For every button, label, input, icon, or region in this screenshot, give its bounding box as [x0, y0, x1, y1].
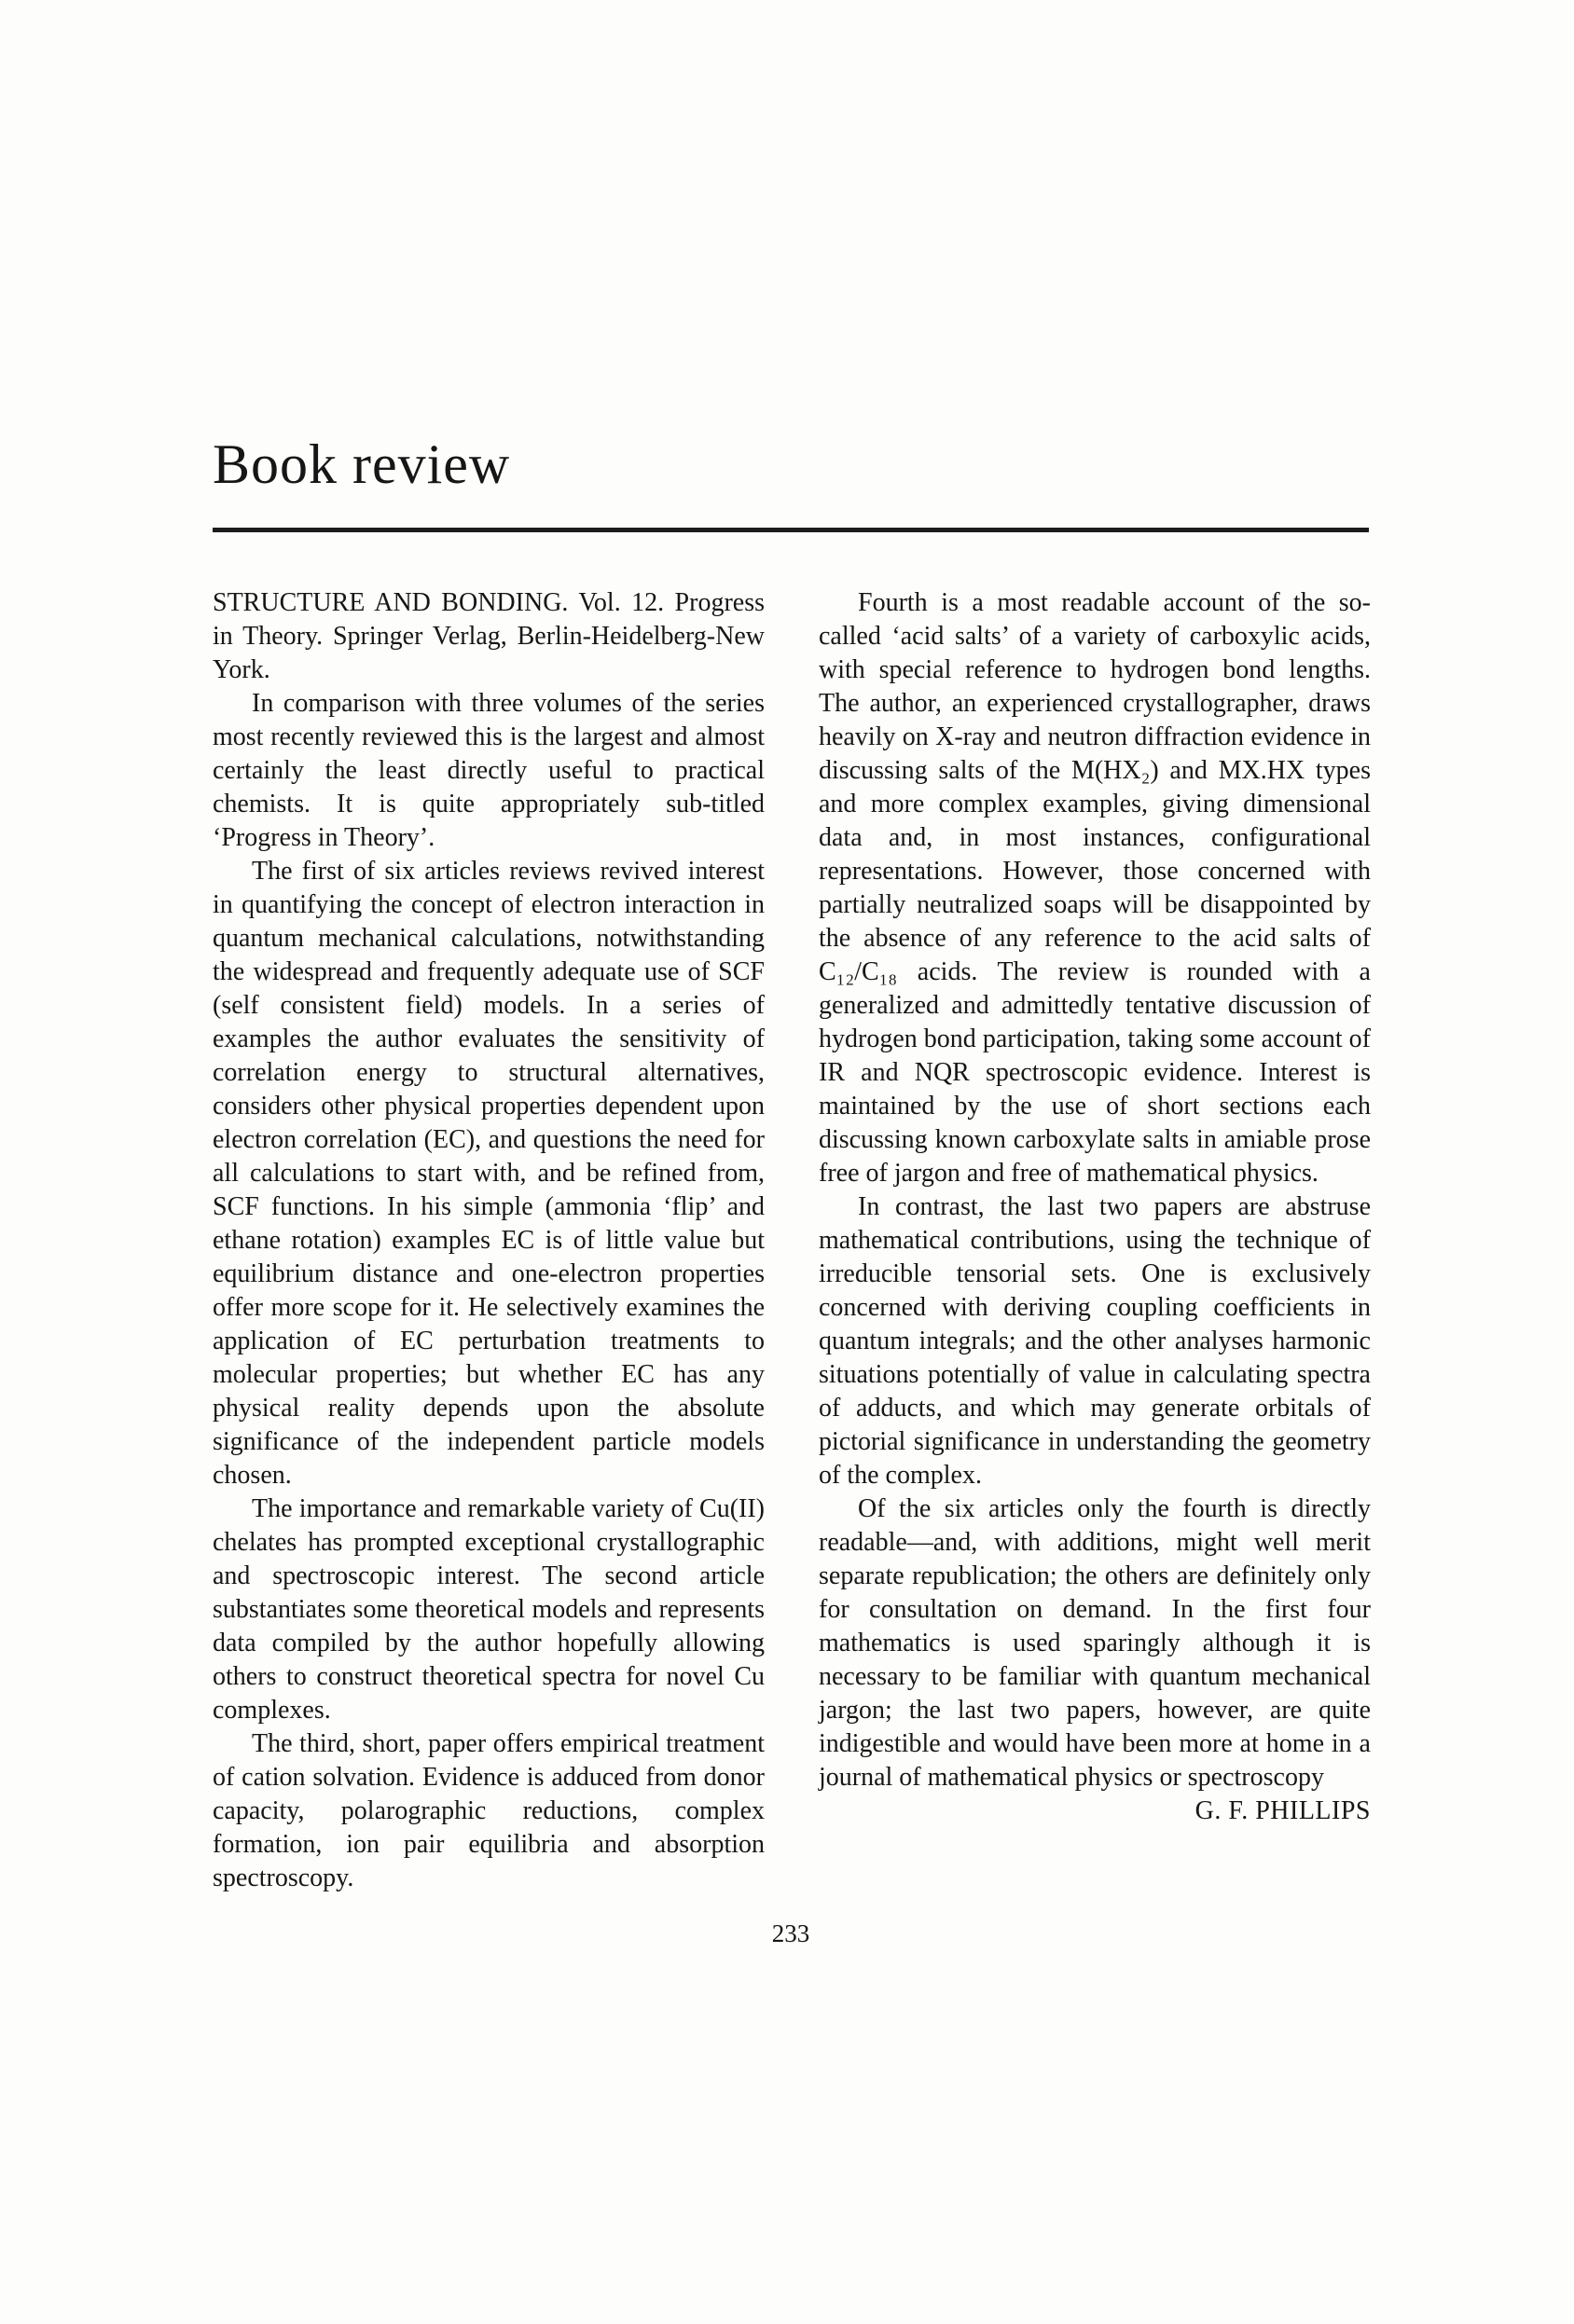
paragraph: The importance and remarkable variety of Cu(II) chelates has prompted exceptional crystallographic and spectroscopic interest. The second article substantiates some theoretical models and represents data compiled by the author hopefully allowing others to construct theoretical spectra for novel Cu complexes.: [213, 1494, 765, 1725]
reviewer-signature: G. F. PHILLIPS: [1194, 1796, 1371, 1825]
page-number: 233: [771, 1919, 810, 1947]
closing-paragraph: [819, 1492, 1371, 1825]
paragraph: In comparison with three volumes of the series most recently reviewed this is the largest and almost certainly the least directly useful to practical chemists. It is quite appropriately sub-titled ‘Progress in Theory’.: [213, 689, 765, 852]
book-citation: STRUCTURE AND BONDING. Vol. 12. Progress in Theory. Springer Verlag, Berlin-Heidelberg-New York.: [213, 588, 765, 684]
closing-paragraph-text: Of the six articles only the fourth is directly readable—and, with additions, might well merit separate republication; the others are definitely only for consultation on demand. In the first four mathematics is used sparingly although it is necessary to be familiar with quantum mechanical jargon; the last two papers, however, are quite indigestible and would have been more at home in a journal of mathematical physics or spectroscopy: [819, 1494, 1371, 1792]
paragraph: The third, short, paper offers empirical treatment of cation solvation. Evidence is adduced from donor capacity, polarographic reductions, complex formation, ion pair equilibria and absorption spectroscopy.: [213, 1729, 765, 1892]
right-column: [819, 586, 1371, 1895]
left-column: [213, 586, 765, 1895]
paragraph: The first of six articles reviews revived interest in quantifying the concept of electron interaction in quantum mechanical calculations, notwithstanding the widespread and frequently adequate use of SCF (self consistent field) models. In a series of examples the author evaluates the sensitivity of correlation energy to structural alternatives, considers other physical properties dependent upon electron correlation (EC), and questions the need for all calculations to start with, and be refined from, SCF functions. In his simple (ammonia ‘flip’ and ethane rotation) examples EC is of little value but equilibrium distance and one-electron properties offer more scope for it. He selectively examines the application of EC perturbation treatments to molecular properties; but whether EC has any physical reality depends upon the absolute significance of the independent particle models chosen.: [213, 857, 765, 1490]
paragraph: In contrast, the last two papers are abstruse mathematical contributions, using the technique of irreducible tensorial sets. One is exclusively concerned with deriving coupling coefficients in quantum integrals; and the other analyses harmonic situations potentially of value in calculating spectra of adducts, and which may generate orbitals of pictorial significance in understanding the geometry of the complex.: [819, 1192, 1371, 1490]
two-column-text-block: [213, 586, 1369, 1895]
page-title: Book review: [213, 433, 511, 495]
title-divider-rule: [213, 528, 1369, 532]
paragraph: Fourth is a most readable account of the so-called ‘acid salts’ of a variety of carboxylic acids, with special reference to hydrogen bond lengths. The author, an experienced crystallographer, draws heavily on X-ray and neutron diffraction evidence in discussing salts of the M(HX₂) and MX.HX types and more complex examples, giving dimensional data and, in most instances, configurational representations. However, those concerned with partially neutralized soaps will be disappointed by the absence of any reference to the acid salts of C₁₂/C₁₈ acids. The review is rounded with a generalized and admittedly tentative discussion of hydrogen bond participation, taking some account of IR and NQR spectroscopic evidence. Interest is maintained by the use of short sections each discussing known carboxylate salts in amiable prose free of jargon and free of mathematical physics.: [819, 588, 1371, 1188]
